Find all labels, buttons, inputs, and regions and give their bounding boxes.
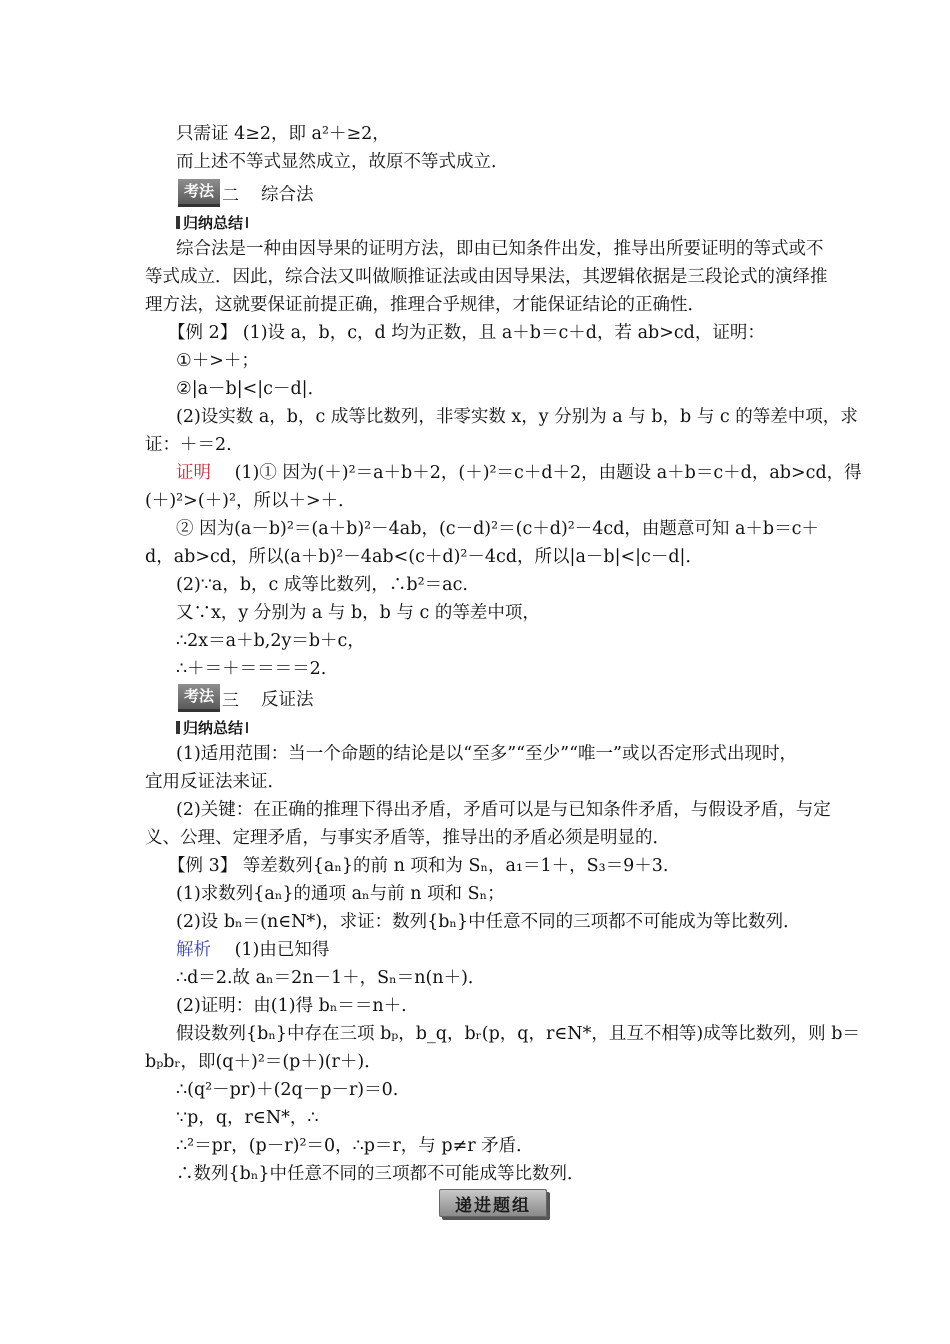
text-line: ①＋>＋； (176, 351, 259, 371)
subheading-text: 归纳总结 (183, 213, 244, 232)
text-line: 又∵x，y 分别为 a 与 b，b 与 c 的等差中项， (176, 603, 540, 623)
text-line: (2)设实数 a，b，c 成等比数列，非零实数 x，y 分别为 a 与 b，b 与 c 的等差中项，求 (176, 407, 858, 427)
text-line: (2)证明：由(1)得 bₙ＝＝n＋. (176, 996, 407, 1016)
banner-text: 递进题组 (455, 1195, 531, 1216)
text-line: 理方法，这就要保证前提正确，推理合乎规律，才能保证结论的正确性． (145, 295, 705, 315)
square-bullet-icon (176, 216, 180, 229)
example-2-title: 【例 2】 (1)设 a，b，c，d 均为正数，且 a＋b＝c＋d，若 ab>cd，证明： (168, 323, 765, 343)
text-line: 义、公理、定理矛盾，与事实矛盾等，推导出的矛盾必须是明显的． (145, 828, 670, 848)
solution-text: (1)由已知得 (234, 940, 330, 960)
text-line: 而上述不等式显然成立，故原不等式成立． (176, 152, 509, 172)
section-title: 综合法 (261, 184, 314, 205)
section-badge: 考法 (178, 179, 220, 207)
text-line: ∴＋＝＋＝＝＝＝2. (176, 659, 327, 679)
text-line: ∴²＝pr，(p－r)²＝0，∴p＝r，与 p≠r 矛盾． (176, 1136, 534, 1156)
text-line: (1)求数列{aₙ}的通项 aₙ与前 n 项和 Sₙ； (176, 884, 505, 904)
text-line: d，ab>cd，所以(a＋b)²－4ab<(c＋d)²－4cd，所以|a－b|<|c－d|． (145, 547, 703, 567)
text-line: ∴数列{bₙ}中任意不同的三项都不可能成等比数列． (176, 1164, 585, 1184)
text-line: (2)∵a，b，c 成等比数列，∴b²＝ac. (176, 575, 468, 595)
text-line: 宜用反证法来证． (145, 772, 285, 792)
text-line: 只需证 4≥2，即 a²＋≥2， (176, 124, 390, 144)
text-line: (1)适用范围：当一个命题的结论是以“至多”“至少”“唯一”或以否定形式出现时， (176, 744, 797, 764)
subheading-summary (176, 717, 248, 737)
square-bullet-icon (176, 721, 180, 734)
solution-label: 解析 (176, 940, 211, 960)
proof-text: (1)① 因为(＋)²＝a＋b＋2，(＋)²＝c＋d＋2，由题设 a＋b＝c＋d，ab>cd，得 (234, 463, 862, 483)
text-line: (2)设 bₙ＝(n∈N*)，求证：数列{bₙ}中任意不同的三项都不可能成为等比数列． (176, 912, 801, 932)
solution-line (176, 939, 329, 961)
section-title: 反证法 (261, 689, 314, 710)
section-badge: 考法 (178, 684, 220, 712)
text-line: ∴(q²－pr)＋(2q－p－r)＝0. (176, 1080, 399, 1100)
subheading-text: 归纳总结 (183, 718, 244, 737)
text-line: ∴d＝2.故 aₙ＝2n－1＋，Sₙ＝n(n＋)． (176, 968, 486, 988)
text-line: 等式成立．因此，综合法又叫做顺推证法或由因导果法，其逻辑依据是三段论式的演绎推 (145, 267, 828, 287)
text-line: ∵p，q，r∈N*，∴ (176, 1108, 319, 1128)
text-line: 综合法是一种由因导果的证明方法，即由已知条件出发，推导出所要证明的等式或不 (176, 239, 824, 259)
text-line: (2)关键：在正确的推理下得出矛盾，矛盾可以是与已知条件矛盾，与假设矛盾，与定 (176, 800, 831, 820)
section-number: 三 (222, 690, 240, 711)
example-3-title: 【例 3】 等差数列{aₙ}的前 n 项和为 Sₙ，a₁＝1＋，S₃＝9＋3. (168, 856, 669, 876)
proof-line (176, 462, 862, 484)
section-heading-synthesis (178, 180, 314, 206)
text-line: bₚbᵣ，即(q＋)²＝(p＋)(r＋)． (145, 1052, 382, 1072)
text-line: ②|a－b|<|c－d|． (176, 379, 326, 399)
subheading-summary (176, 212, 248, 232)
progressive-exercises-banner (439, 1189, 547, 1217)
proof-label: 证明 (176, 463, 211, 483)
section-heading-contradiction (178, 685, 314, 711)
text-line: ② 因为(a－b)²＝(a＋b)²－4ab，(c－d)²＝(c＋d)²－4cd，由题意可知 a＋b＝c＋ (176, 519, 819, 539)
bar-icon (246, 217, 248, 228)
bar-icon (246, 722, 248, 733)
text-line: 证：＋＝2. (145, 435, 232, 455)
text-line: ∴2x＝a＋b,2y＝b＋c， (176, 631, 365, 651)
section-number: 二 (222, 185, 240, 206)
text-line: 假设数列{bₙ}中存在三项 bₚ，b_q，bᵣ(p，q，r∈N*，且互不相等)成等比数列，则 b＝ (176, 1024, 860, 1044)
text-line: (＋)²>(＋)²，所以＋>＋． (145, 491, 356, 511)
